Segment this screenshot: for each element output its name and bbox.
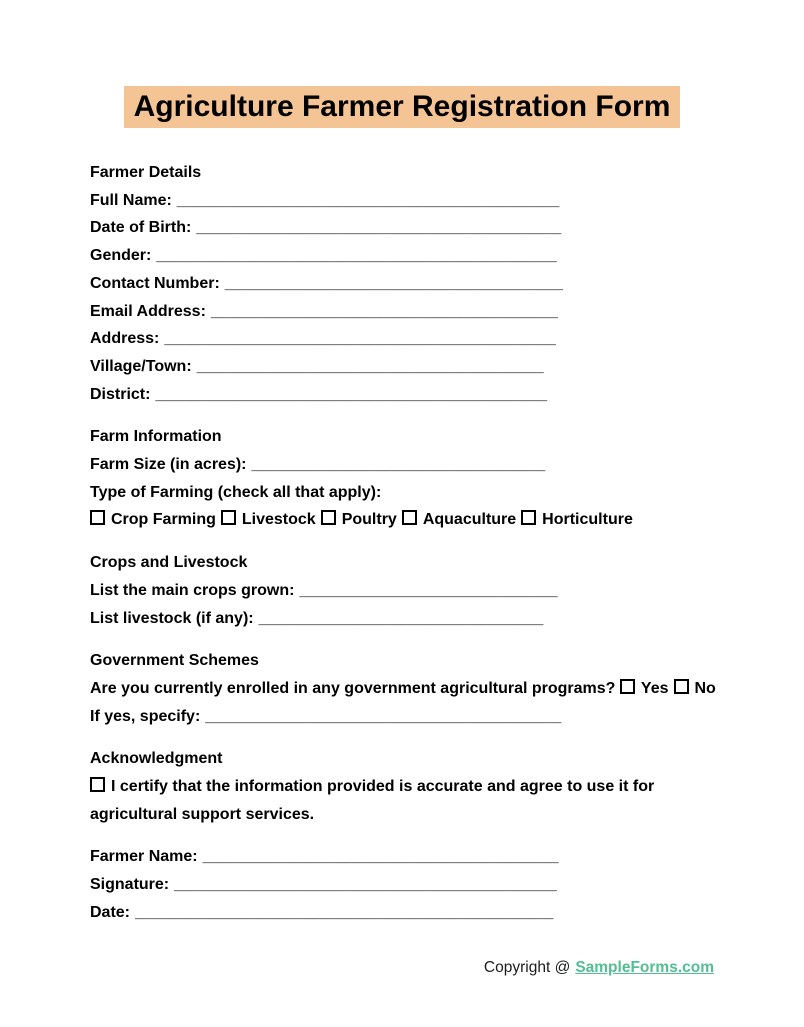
fill-line-livestock[interactable]: ________________________________ bbox=[258, 609, 544, 627]
page-title: Agriculture Farmer Registration Form bbox=[124, 86, 681, 128]
field-row-date bbox=[90, 899, 714, 927]
copyright-text: Copyright @ bbox=[483, 958, 571, 976]
option-label: Crop Farming bbox=[111, 511, 216, 529]
checkbox-option-aquaculture bbox=[402, 511, 516, 528]
section-heading: Government Schemes bbox=[90, 652, 259, 670]
field-label: District: bbox=[90, 385, 151, 403]
field-label: Signature: bbox=[90, 876, 170, 894]
section-farm-information bbox=[90, 423, 714, 534]
fill-line-date[interactable]: _______________________________________________ bbox=[135, 903, 554, 921]
option-label: No bbox=[694, 679, 716, 697]
checkbox-option-livestock bbox=[221, 511, 316, 528]
field-label: List the main crops grown: bbox=[90, 581, 295, 599]
fill-line-gender[interactable]: _____________________________________________ bbox=[156, 247, 557, 265]
fill-line-farmer-name[interactable]: ________________________________________ bbox=[202, 848, 559, 866]
field-label: Farm Size (in acres): bbox=[90, 456, 247, 474]
field-label: Village/Town: bbox=[90, 357, 192, 375]
option-label: Horticulture bbox=[542, 511, 633, 529]
fill-line-signature[interactable]: ___________________________________________ bbox=[174, 876, 557, 894]
option-label: Aquaculture bbox=[422, 511, 517, 529]
sampleforms-link[interactable]: SampleForms.com bbox=[575, 958, 714, 976]
field-row-farmer-name bbox=[90, 843, 714, 871]
section-heading: Acknowledgment bbox=[90, 750, 223, 768]
section-heading: Farm Information bbox=[90, 428, 222, 446]
field-row-livestock bbox=[90, 605, 714, 633]
field-row-contact-number bbox=[90, 270, 714, 298]
fill-line-village-town[interactable]: _______________________________________ bbox=[196, 357, 544, 375]
section-signature-block bbox=[90, 843, 714, 926]
field-row-email-address bbox=[90, 298, 714, 326]
footer bbox=[90, 959, 714, 977]
certify-statement: I certify that the information provided is accurate and agree to use it for agricultural support services. bbox=[90, 778, 655, 823]
checkbox-option-no bbox=[674, 680, 716, 697]
field-label: If yes, specify: bbox=[90, 707, 201, 725]
fill-line-district[interactable]: ____________________________________________ bbox=[155, 385, 547, 403]
fill-line-main-crops[interactable]: _____________________________ bbox=[299, 581, 558, 599]
field-label: Full Name: bbox=[90, 191, 172, 209]
option-label: Yes bbox=[640, 679, 669, 697]
field-label: Gender: bbox=[90, 247, 152, 265]
field-label: Contact Number: bbox=[90, 274, 220, 292]
fill-line-full-name[interactable]: ___________________________________________ bbox=[176, 191, 560, 209]
type-of-farming-label: Type of Farming (check all that apply): bbox=[90, 483, 382, 501]
enrolled-question-row bbox=[90, 675, 714, 703]
field-row-date-of-birth bbox=[90, 214, 714, 242]
section-heading: Crops and Livestock bbox=[90, 554, 248, 572]
field-row-district bbox=[90, 381, 714, 409]
fill-line-farm-size[interactable]: _________________________________ bbox=[251, 456, 546, 474]
field-label: Address: bbox=[90, 330, 160, 348]
fill-line-if-yes-specify[interactable]: ________________________________________ bbox=[205, 707, 562, 725]
field-label: List livestock (if any): bbox=[90, 609, 254, 627]
checkbox-option-yes bbox=[620, 680, 669, 697]
fill-line-date-of-birth[interactable]: _________________________________________ bbox=[196, 219, 562, 237]
field-row-village-town bbox=[90, 353, 714, 381]
field-label: Email Address: bbox=[90, 302, 206, 320]
checkbox-icon[interactable] bbox=[620, 679, 635, 694]
checkbox-icon[interactable] bbox=[674, 679, 689, 694]
field-row-signature bbox=[90, 871, 714, 899]
fill-line-email-address[interactable]: _______________________________________ bbox=[210, 302, 558, 320]
section-government-schemes bbox=[90, 647, 714, 730]
field-label: Farmer Name: bbox=[90, 848, 198, 866]
checkbox-icon[interactable] bbox=[90, 777, 105, 792]
field-label: Date: bbox=[90, 903, 131, 921]
field-row-farm-size bbox=[90, 451, 714, 479]
field-row-address bbox=[90, 325, 714, 353]
section-heading: Farmer Details bbox=[90, 164, 202, 181]
section-farmer-details bbox=[90, 159, 714, 408]
checkbox-icon[interactable] bbox=[221, 510, 236, 525]
field-row-main-crops bbox=[90, 577, 714, 605]
option-label: Livestock bbox=[241, 511, 316, 529]
section-acknowledgment bbox=[90, 745, 714, 828]
checkbox-option-crop-farming bbox=[90, 511, 216, 528]
field-row-gender bbox=[90, 242, 714, 270]
checkbox-icon[interactable] bbox=[521, 510, 536, 525]
checkbox-option-horticulture bbox=[521, 511, 633, 528]
field-row-full-name bbox=[90, 187, 714, 215]
checkbox-icon[interactable] bbox=[90, 510, 105, 525]
section-crops-livestock bbox=[90, 549, 714, 632]
field-label: Date of Birth: bbox=[90, 219, 192, 237]
title-banner bbox=[90, 86, 714, 128]
fill-line-address[interactable]: ____________________________________________ bbox=[164, 330, 556, 348]
checkbox-icon[interactable] bbox=[402, 510, 417, 525]
certify-statement-row bbox=[90, 773, 714, 828]
option-label: Poultry bbox=[341, 511, 397, 529]
enrolled-question: Are you currently enrolled in any government agricultural programs? bbox=[90, 679, 616, 697]
farming-type-options-row bbox=[90, 506, 714, 534]
checkbox-icon[interactable] bbox=[321, 510, 336, 525]
fill-line-contact-number[interactable]: ______________________________________ bbox=[224, 274, 563, 292]
checkbox-option-poultry bbox=[321, 511, 397, 528]
field-row-if-yes-specify bbox=[90, 703, 714, 731]
